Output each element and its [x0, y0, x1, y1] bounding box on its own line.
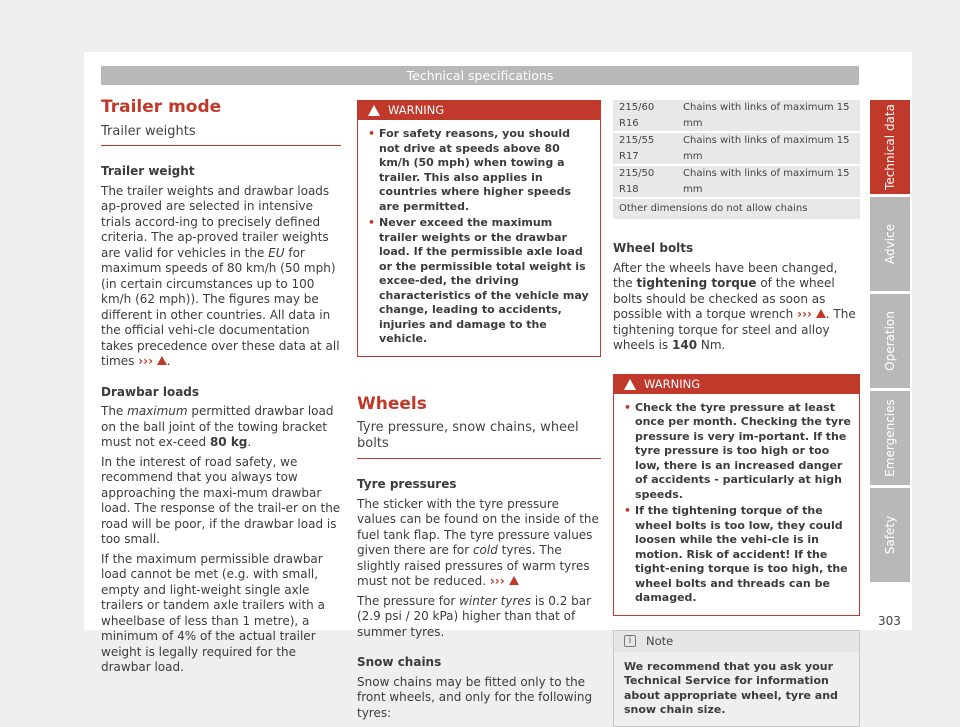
- info-icon: i: [624, 635, 636, 647]
- table-row: 215/55 R17 Chains with links of maximum 15 mm: [613, 132, 860, 165]
- table-row: 215/60 R16 Chains with links of maximum 15 mm: [613, 100, 860, 132]
- winter-tyres-paragraph: The pressure for winter tyres is 0.2 bar (2.9 psi / 20 kPa) higher than that of summer tyres.: [357, 593, 592, 639]
- column-wheels: [357, 100, 601, 725]
- cross-reference-arrows[interactable]: ›››: [797, 307, 812, 321]
- tyre-pressures-paragraph: The sticker with the tyre pressure values can be found on the inside of the fuel tank flap. The tyre pressure values given there are for cold tyres. The slightly raised pressures of warm tyres must not be reduced. ›››: [357, 496, 599, 588]
- warning-icon: [816, 309, 826, 318]
- note-box: [613, 630, 860, 727]
- warning-item: • For safety reasons, you should not drive at speeds above 80 km/h (50 mph) when towing a trailer. This also applies in countries where higher speeds are permitted.: [368, 127, 572, 213]
- drawbar-paragraph: The maximum permitted drawbar load on the ball joint of the towing bracket must not ex-ceed 80 kg.: [101, 404, 334, 449]
- drawbar-recommendation: In the interest of road safety, we recommend that you always tow approaching the maxi-mum drawbar load. The response of the trail-er on the road will be poor, if the drawbar load is too small.: [101, 454, 341, 546]
- tyre-pressures-heading: Tyre pressures: [357, 477, 457, 491]
- table-row: 215/50 R18 Chains with links of maximum 15 mm: [613, 165, 860, 198]
- tyre-warning-box: [613, 374, 860, 616]
- wheels-subtitle: Tyre pressure, snow chains, wheel bolts: [357, 420, 601, 459]
- warning-header: WARNING: [614, 375, 859, 394]
- warning-icon: [624, 379, 636, 390]
- drawbar-minimum: If the maximum permissible drawbar load cannot be met (e.g. with small, empty and light-weight single axle trailers or tandem axle trailers with a wheelbase of less than 1 metre), a minimum of 4% of the actual trailer weight is legally required for the drawbar load.: [101, 551, 325, 674]
- warning-item: • If the tightening torque of the wheel bolts is too low, they could loosen while the vehi-cle is in motion. Risk of accident! If the tight-ening torque is too high, the wheel bolts and threads can be damaged.: [624, 504, 848, 604]
- warning-icon: [368, 105, 380, 116]
- wheel-bolts-paragraph: After the wheels have been changed, the tightening torque of the wheel bolts should be checked as soon as possible with a torque wrench ››› . The tightening torque for steel and alloy wheels is 140 Nm.: [613, 260, 856, 352]
- warning-item: • Never exceed the maximum trailer weights or the drawbar load. If the permissible axle load or the permissible total weight is excee-ded, the driving characteristics of the vehicle may change, leading to accidents, injuries and damage to the vehicle.: [368, 216, 589, 345]
- trailer-mode-title: Trailer mode: [101, 97, 222, 117]
- tab-operation[interactable]: Operation: [870, 294, 910, 388]
- wheel-bolts-heading: Wheel bolts: [613, 241, 694, 255]
- tab-emergencies[interactable]: Emergencies: [870, 391, 910, 485]
- trailer-weight-paragraph: The trailer weights and drawbar loads ap-proved are selected in intensive trials accord-ing to precisely defined criteria. The ap-proved trailer weights are valid for vehicles in the EU for maximum speeds of 80 km/h (50 mph) (in certain circumstances up to 100 km/h (62 mph)). The figures may be different in other countries. All data in the official vehi-cle documentation takes precedence over these data at all times ››› .: [101, 183, 340, 368]
- trailer-weight-heading: Trailer weight: [101, 164, 195, 178]
- drawbar-heading: Drawbar loads: [101, 384, 200, 399]
- note-header: i Note: [614, 631, 859, 652]
- snow-chains-heading: Snow chains: [357, 655, 442, 669]
- snow-chain-table: [613, 100, 860, 221]
- snow-chains-paragraph: Snow chains may be fitted only to the front wheels, and only for the following tyres:: [357, 674, 593, 720]
- trailer-warning-box: [357, 100, 601, 357]
- warning-item: • Check the tyre pressure at least once per month. Checking the tyre pressure is very im-portant. If the tyre pressure is too high or too low, there is an increased danger of accidents - particularly at high speeds.: [624, 400, 851, 501]
- cross-reference-arrows[interactable]: ›››: [138, 354, 154, 368]
- table-footer-row: Other dimensions do not allow chains: [613, 198, 860, 220]
- cross-reference-arrows[interactable]: ›››: [489, 574, 505, 588]
- page-number: 303: [878, 614, 901, 628]
- tab-technical-data[interactable]: Technical data: [870, 100, 910, 194]
- warning-header: WARNING: [358, 101, 600, 120]
- section-header: Technical specifications: [101, 66, 859, 85]
- trailer-weights-subtitle: Trailer weights: [101, 124, 341, 147]
- chapter-tabs: [870, 100, 910, 585]
- warning-icon: [509, 576, 519, 585]
- tab-safety[interactable]: Safety: [870, 488, 910, 582]
- warning-icon: [157, 356, 167, 365]
- column-trailer: [101, 97, 341, 680]
- wheels-title: Wheels: [357, 393, 427, 414]
- tab-advice[interactable]: Advice: [870, 197, 910, 291]
- column-bolts: [613, 100, 860, 727]
- note-text: We recommend that you ask your Technical Service for information about appropriate wheel, tyre and snow chain size.: [624, 659, 838, 716]
